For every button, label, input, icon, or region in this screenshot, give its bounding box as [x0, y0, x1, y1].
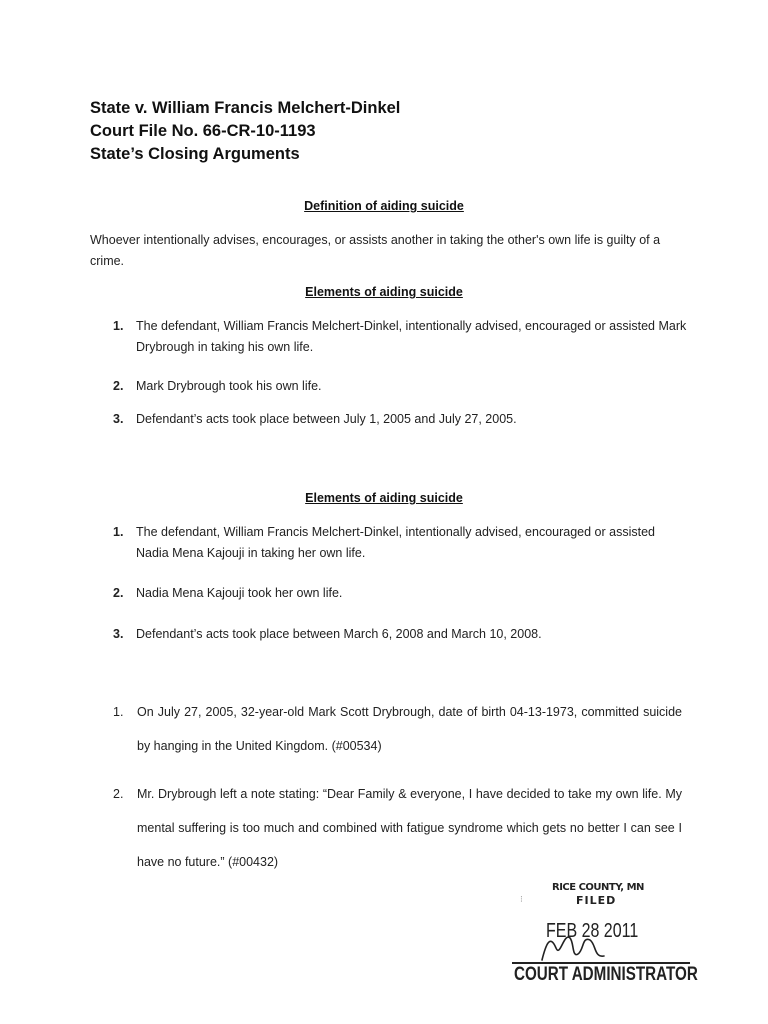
fact-number: 1.	[113, 705, 124, 719]
stamp-county: RICE COUNTY, MN	[552, 882, 644, 893]
stamp-filed: FILED	[576, 894, 617, 907]
element-number: 2.	[113, 379, 124, 393]
definition-text: Whoever intentionally advises, encourages, or assists another in taking the other's own life is guilty of a crime.	[90, 233, 661, 268]
case-header	[90, 97, 400, 166]
elements-heading-1: Elements of aiding suicide	[305, 285, 463, 299]
element-number: 3.	[113, 412, 124, 426]
signature-icon	[538, 924, 618, 964]
element-number: 1.	[113, 525, 124, 539]
stamp-speck-icon: ⁝	[520, 894, 523, 904]
element-text: Defendant’s acts took place between March 6, 2008 and March 10, 2008.	[136, 627, 542, 641]
court-file-number: Court File No. 66-CR-10-1193	[90, 122, 316, 140]
elements-heading-2: Elements of aiding suicide	[305, 491, 463, 505]
fact-text: Mr. Drybrough left a note stating: “Dear Family & everyone, I have decided to take my own life. My mental suffering is too much and combined with fatigue syndrome which gets no better I can see I have no future.” (#00432)	[137, 787, 682, 869]
stamp-administrator: COURT ADMINISTRATOR	[514, 964, 698, 985]
fact-number: 2.	[113, 787, 124, 801]
document-title: State’s Closing Arguments	[90, 145, 300, 163]
stamp-date: FEB 28 2011	[546, 920, 639, 942]
fact-text: On July 27, 2005, 32-year-old Mark Scott Drybrough, date of birth 04-13-1973, committed suicide by hanging in the United Kingdom. (#00534)	[137, 705, 682, 753]
element-text: The defendant, William Francis Melchert-Dinkel, intentionally advised, encouraged or assisted Nadia Mena Kajouji in taking her own life.	[136, 525, 656, 560]
element-text: Nadia Mena Kajouji took her own life.	[136, 586, 343, 600]
element-text: Mark Drybrough took his own life.	[136, 379, 322, 393]
element-number: 1.	[113, 319, 124, 333]
element-number: 2.	[113, 586, 124, 600]
case-title: State v. William Francis Melchert-Dinkel	[90, 99, 401, 117]
definition-heading: Definition of aiding suicide	[304, 199, 464, 213]
element-text: Defendant’s acts took place between July 1, 2005 and July 27, 2005.	[136, 412, 517, 426]
element-text: The defendant, William Francis Melchert-Dinkel, intentionally advised, encouraged or assisted Mark Drybrough in taking his own life.	[136, 319, 687, 354]
element-number: 3.	[113, 627, 124, 641]
court-filed-stamp	[508, 880, 698, 990]
